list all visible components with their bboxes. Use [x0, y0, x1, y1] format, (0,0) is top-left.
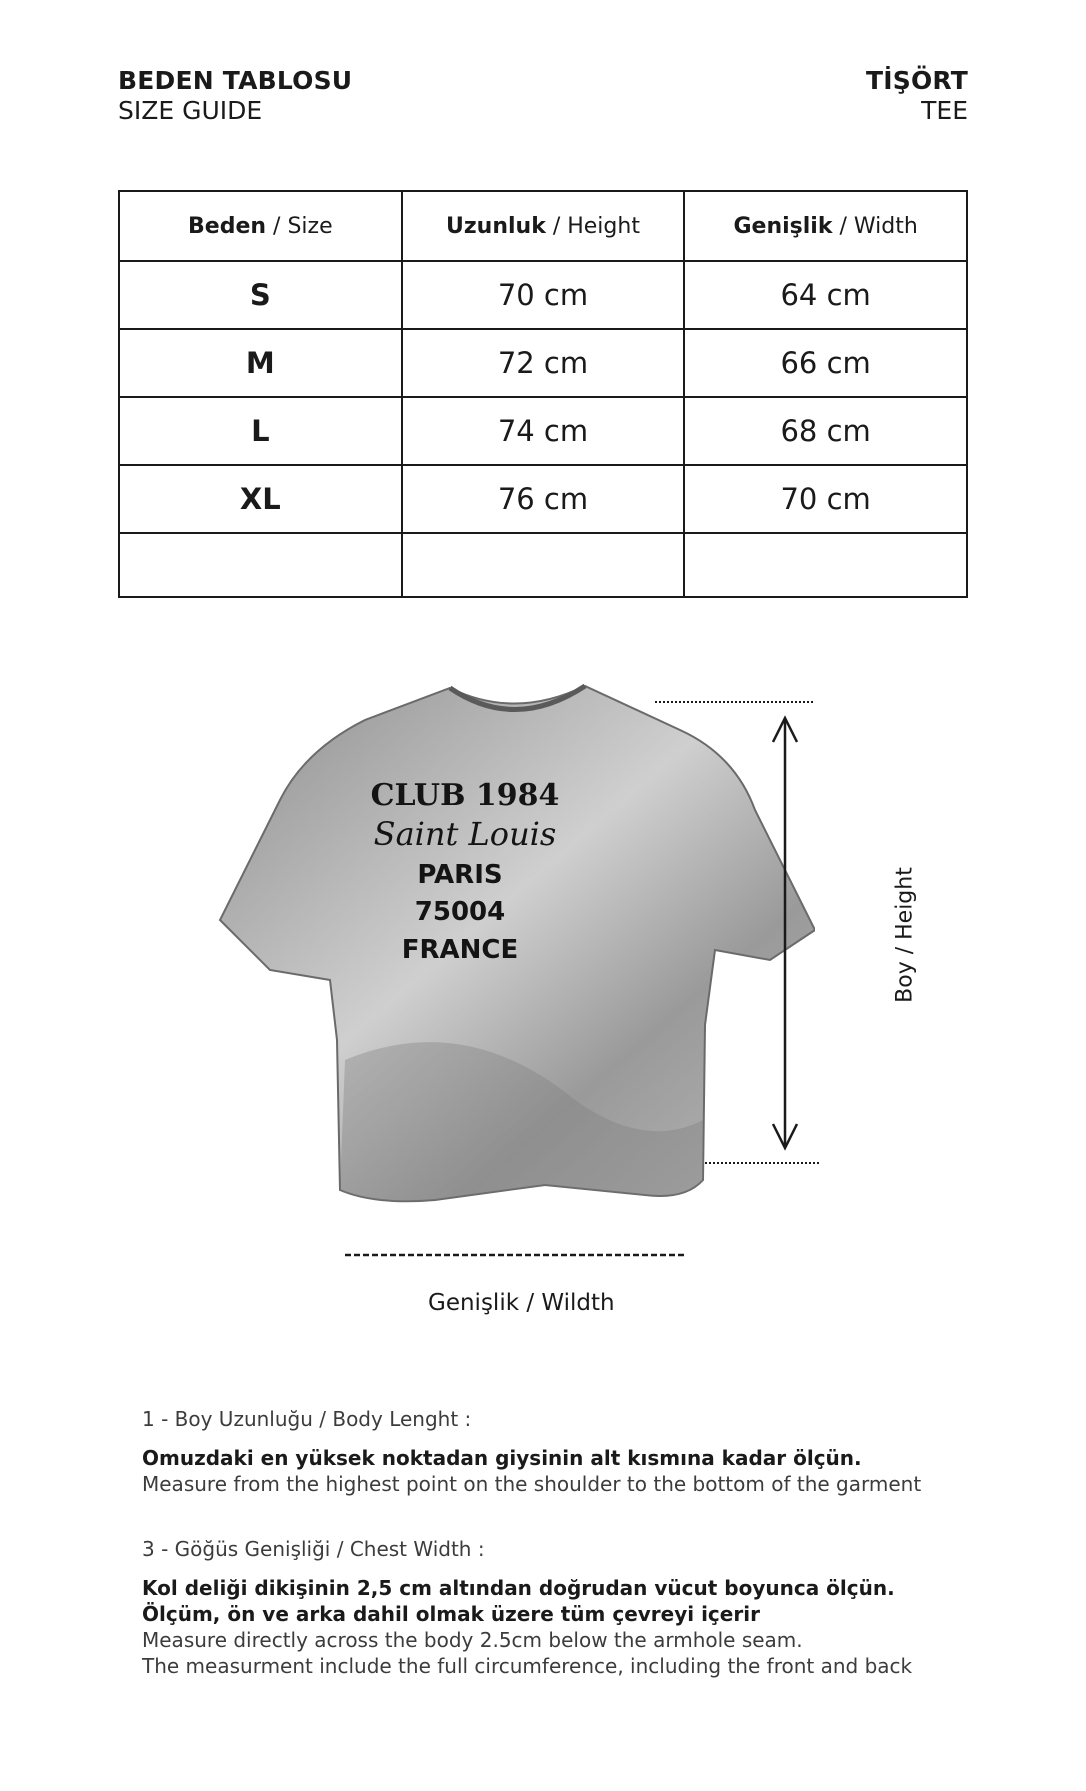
- note-text-line: Measure directly across the body 2.5cm below the armhole seam.: [142, 1628, 803, 1652]
- table-row: [119, 397, 967, 465]
- empty-cell: [119, 533, 402, 597]
- note-text-line: The measurment include the full circumference, including the front and back: [142, 1654, 913, 1678]
- size-cell: S: [119, 261, 402, 329]
- width-cell: 64 cm: [684, 261, 967, 329]
- height-axis-label: Boy / Height: [892, 867, 918, 1003]
- size-cell: M: [119, 329, 402, 397]
- height-cell: 72 cm: [402, 329, 685, 397]
- width-cell: 70 cm: [684, 465, 967, 533]
- print-line-5: FRANCE: [401, 935, 519, 965]
- note-heading: 1 - Boy Uzunluğu / Body Lenght :: [142, 1407, 472, 1431]
- table-header-row: [119, 191, 967, 261]
- header-left: [118, 66, 352, 126]
- width-cell: 66 cm: [684, 329, 967, 397]
- height-measure-lines: [640, 690, 840, 1170]
- width-dashed-line: [345, 1250, 690, 1260]
- note-chest-width: [142, 1537, 1022, 1679]
- note-bold-line: Omuzdaki en yüksek noktadan giysinin alt kısmına kadar ölçün.: [142, 1446, 862, 1470]
- size-table: [118, 190, 968, 598]
- header-height: Uzunluk / Height: [402, 191, 685, 261]
- product-type-tr: TİŞÖRT: [866, 66, 968, 95]
- width-cell: 68 cm: [684, 397, 967, 465]
- note-body-length: [142, 1407, 1022, 1497]
- header-size: Beden / Size: [119, 191, 402, 261]
- note-bold-line: Ölçüm, ön ve arka dahil olmak üzere tüm çevreyi içerir: [142, 1602, 760, 1626]
- size-cell: L: [119, 397, 402, 465]
- table-row: [119, 329, 967, 397]
- size-guide-title-tr: BEDEN TABLOSU: [118, 66, 353, 95]
- print-line-2: Saint Louis: [373, 815, 557, 853]
- note-heading: 3 - Göğüs Genişliği / Chest Width :: [142, 1537, 485, 1561]
- empty-cell: [402, 533, 685, 597]
- width-axis-label: Genişlik / Wildth: [428, 1290, 615, 1316]
- size-cell: XL: [119, 465, 402, 533]
- print-line-1: CLUB 1984: [370, 778, 560, 813]
- header-right: [866, 66, 968, 126]
- table-row: [119, 465, 967, 533]
- note-bold-line: Kol deliği dikişinin 2,5 cm altından doğrudan vücut boyunca ölçün.: [142, 1576, 895, 1600]
- table-row: [119, 261, 967, 329]
- print-line-3: PARIS: [417, 860, 503, 890]
- table-row-empty: [119, 533, 967, 597]
- empty-cell: [684, 533, 967, 597]
- product-type-en: TEE: [921, 96, 968, 125]
- height-cell: 74 cm: [402, 397, 685, 465]
- note-text-line: Measure from the highest point on the shoulder to the bottom of the garment: [142, 1472, 922, 1496]
- print-line-4: 75004: [414, 897, 506, 927]
- size-guide-title-en: SIZE GUIDE: [118, 96, 263, 125]
- height-cell: 76 cm: [402, 465, 685, 533]
- header-width: Genişlik / Width: [684, 191, 967, 261]
- height-cell: 70 cm: [402, 261, 685, 329]
